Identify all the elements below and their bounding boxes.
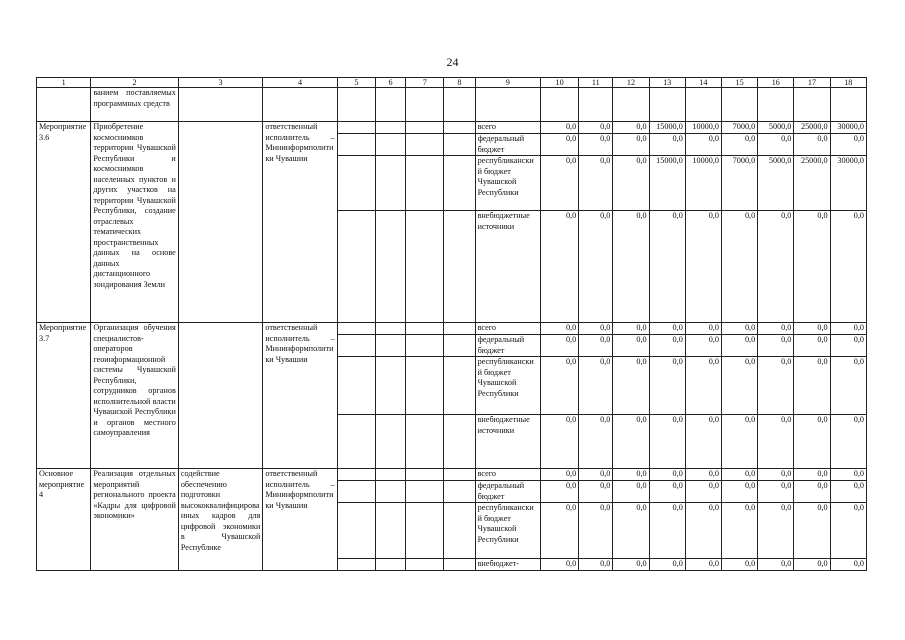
value-cell: 0,0	[758, 134, 794, 156]
value-cell: 0,0	[613, 323, 649, 335]
value-cell: 0,0	[579, 503, 613, 559]
column-header: 18	[830, 78, 866, 88]
value-cell: 0,0	[649, 559, 685, 571]
value-cell: 0,0	[685, 323, 721, 335]
value-cell: 10000,0	[685, 156, 721, 211]
value-cell: 0,0	[830, 323, 866, 335]
column-header: 3	[178, 78, 263, 88]
column-header: 11	[579, 78, 613, 88]
code-cell	[444, 134, 475, 156]
value-cell: 5000,0	[758, 156, 794, 211]
value-cell: 0,0	[579, 323, 613, 335]
value-cell: 0,0	[721, 415, 757, 469]
value-cell: 0,0	[579, 211, 613, 323]
code-cell	[406, 211, 444, 323]
code-cell	[444, 357, 475, 415]
column-header: 10	[540, 78, 578, 88]
value-cell: 0,0	[649, 323, 685, 335]
value-cell: 0,0	[613, 357, 649, 415]
value-cell: 0,0	[794, 415, 830, 469]
code-cell	[375, 335, 405, 357]
value-cell: 0,0	[649, 335, 685, 357]
code-cell	[375, 559, 405, 571]
code-cell	[444, 122, 475, 134]
value-cell: 0,0	[579, 559, 613, 571]
value-cell: 0,0	[540, 503, 578, 559]
funding-source-cell: республиканский бюджет Чувашской Республики	[475, 503, 540, 559]
funding-source-cell: всего	[475, 469, 540, 481]
code-cell	[337, 211, 375, 323]
value-cell: 0,0	[794, 323, 830, 335]
value-cell: 0,0	[613, 335, 649, 357]
column-number-row	[37, 78, 867, 88]
value-cell: 0,0	[579, 357, 613, 415]
value-cell: 0,0	[721, 134, 757, 156]
table-row	[37, 323, 867, 335]
value-cell: 0,0	[794, 211, 830, 323]
code-cell	[337, 122, 375, 134]
value-cell: 0,0	[613, 415, 649, 469]
code-cell	[406, 335, 444, 357]
code-cell	[337, 469, 375, 481]
column-header: 7	[406, 78, 444, 88]
value-cell: 0,0	[613, 211, 649, 323]
column-header: 6	[375, 78, 405, 88]
code-cell	[444, 469, 475, 481]
value-cell: 0,0	[758, 469, 794, 481]
value-cell: 0,0	[613, 469, 649, 481]
code-cell	[444, 323, 475, 335]
funding-source-cell: федеральный бюджет	[475, 134, 540, 156]
column-header: 8	[444, 78, 475, 88]
code-cell	[337, 559, 375, 571]
value-cell: 0,0	[579, 122, 613, 134]
funding-source-cell: республиканский бюджет Чувашской Республики	[475, 156, 540, 211]
value-cell: 0,0	[613, 122, 649, 134]
value-cell: 0,0	[685, 559, 721, 571]
value-cell: 0,0	[579, 156, 613, 211]
value-cell: 30000,0	[830, 156, 866, 211]
value-cell: 0,0	[649, 357, 685, 415]
funding-source-cell: федеральный бюджет	[475, 481, 540, 503]
code-cell	[406, 357, 444, 415]
value-cell: 0,0	[613, 481, 649, 503]
value-cell: 0,0	[613, 156, 649, 211]
value-cell: 0,0	[685, 335, 721, 357]
funding-source-cell: республиканский бюджет Чувашской Республики	[475, 357, 540, 415]
value-cell: 0,0	[794, 357, 830, 415]
value-cell: 0,0	[540, 211, 578, 323]
column-header: 16	[758, 78, 794, 88]
value-cell: 0,0	[830, 503, 866, 559]
value-cell: 0,0	[649, 415, 685, 469]
code-cell	[406, 469, 444, 481]
value-cell: 0,0	[721, 469, 757, 481]
value-cell: 0,0	[649, 469, 685, 481]
table-row	[37, 122, 867, 134]
value-cell: 0,0	[613, 503, 649, 559]
value-cell: 0,0	[758, 211, 794, 323]
continuation-row	[37, 88, 867, 122]
value-cell: 0,0	[579, 481, 613, 503]
value-cell: 0,0	[540, 481, 578, 503]
code-cell	[375, 134, 405, 156]
column-header: 2	[91, 78, 179, 88]
code-cell	[337, 134, 375, 156]
value-cell: 15000,0	[649, 122, 685, 134]
code-cell	[375, 156, 405, 211]
event-number-cell: Мероприятие 3.6	[37, 122, 91, 323]
event-goal-cell	[178, 122, 263, 323]
code-cell	[375, 415, 405, 469]
budget-table	[36, 77, 867, 571]
value-cell: 0,0	[721, 357, 757, 415]
code-cell	[444, 335, 475, 357]
value-cell: 7000,0	[721, 156, 757, 211]
code-cell	[406, 323, 444, 335]
code-cell	[444, 415, 475, 469]
value-cell: 0,0	[758, 481, 794, 503]
funding-source-cell: всего	[475, 323, 540, 335]
value-cell: 0,0	[830, 357, 866, 415]
value-cell: 0,0	[579, 415, 613, 469]
value-cell: 0,0	[540, 122, 578, 134]
code-cell	[337, 503, 375, 559]
continuation-text: ванием поставляемых программных средств	[91, 88, 179, 122]
value-cell: 0,0	[721, 559, 757, 571]
value-cell: 0,0	[540, 469, 578, 481]
value-cell: 0,0	[758, 335, 794, 357]
value-cell: 0,0	[758, 357, 794, 415]
event-name-cell: Организация обучения специалистов-операторов геоинформационной системы Чувашской Республики, сотрудников органов исполнительной власти Чувашской Республики и органов местного самоуправления	[91, 323, 179, 469]
value-cell: 0,0	[830, 211, 866, 323]
value-cell: 0,0	[794, 469, 830, 481]
value-cell: 30000,0	[830, 122, 866, 134]
value-cell: 0,0	[758, 503, 794, 559]
code-cell	[444, 481, 475, 503]
funding-source-cell: всего	[475, 122, 540, 134]
value-cell: 0,0	[579, 134, 613, 156]
funding-source-cell: внебюджет-	[475, 559, 540, 571]
code-cell	[375, 469, 405, 481]
code-cell	[444, 156, 475, 211]
event-goal-cell: содействие обеспечению подготовки высококвалифицированных кадров для цифровой экономики в Чувашской Республике	[178, 469, 263, 571]
value-cell: 25000,0	[794, 156, 830, 211]
code-cell	[375, 481, 405, 503]
code-cell	[444, 559, 475, 571]
value-cell: 7000,0	[721, 122, 757, 134]
code-cell	[375, 211, 405, 323]
value-cell: 0,0	[794, 481, 830, 503]
executor-cell: ответственный исполнитель – Мининформполитики Чувашии	[263, 323, 337, 469]
value-cell: 0,0	[685, 211, 721, 323]
column-header: 9	[475, 78, 540, 88]
code-cell	[337, 481, 375, 503]
column-header: 15	[721, 78, 757, 88]
value-cell: 0,0	[830, 469, 866, 481]
column-header: 1	[37, 78, 91, 88]
value-cell: 0,0	[794, 134, 830, 156]
value-cell: 0,0	[685, 469, 721, 481]
code-cell	[337, 415, 375, 469]
value-cell: 0,0	[540, 156, 578, 211]
value-cell: 0,0	[794, 335, 830, 357]
code-cell	[406, 122, 444, 134]
event-number-cell: Мероприятие 3.7	[37, 323, 91, 469]
value-cell: 0,0	[830, 134, 866, 156]
code-cell	[337, 156, 375, 211]
column-header: 4	[263, 78, 337, 88]
value-cell: 0,0	[794, 559, 830, 571]
value-cell: 0,0	[540, 134, 578, 156]
value-cell: 0,0	[613, 559, 649, 571]
code-cell	[406, 503, 444, 559]
value-cell: 0,0	[579, 335, 613, 357]
code-cell	[444, 211, 475, 323]
value-cell: 0,0	[758, 323, 794, 335]
column-header: 13	[649, 78, 685, 88]
value-cell: 0,0	[613, 134, 649, 156]
value-cell: 0,0	[685, 357, 721, 415]
value-cell: 0,0	[830, 481, 866, 503]
value-cell: 0,0	[649, 134, 685, 156]
code-cell	[406, 156, 444, 211]
value-cell: 0,0	[685, 481, 721, 503]
value-cell: 0,0	[758, 559, 794, 571]
value-cell: 0,0	[685, 134, 721, 156]
value-cell: 0,0	[830, 415, 866, 469]
code-cell	[406, 134, 444, 156]
value-cell: 0,0	[540, 357, 578, 415]
event-goal-cell	[178, 323, 263, 469]
value-cell: 10000,0	[685, 122, 721, 134]
value-cell: 0,0	[721, 503, 757, 559]
column-header: 5	[337, 78, 375, 88]
funding-source-cell: внебюджетные источники	[475, 211, 540, 323]
code-cell	[337, 323, 375, 335]
value-cell: 15000,0	[649, 156, 685, 211]
value-cell: 0,0	[540, 335, 578, 357]
funding-source-cell: внебюджетные источники	[475, 415, 540, 469]
executor-cell: ответственный исполнитель – Мининформполитики Чувашии	[263, 122, 337, 323]
value-cell: 0,0	[721, 335, 757, 357]
value-cell: 0,0	[758, 415, 794, 469]
code-cell	[406, 481, 444, 503]
page-number: 24	[446, 55, 459, 69]
event-name-cell: Реализация отдельных мероприятий регионального проекта «Кадры для цифровой экономики»	[91, 469, 179, 571]
value-cell: 0,0	[721, 211, 757, 323]
value-cell: 0,0	[649, 481, 685, 503]
code-cell	[337, 357, 375, 415]
funding-source-cell: федеральный бюджет	[475, 335, 540, 357]
value-cell: 0,0	[721, 481, 757, 503]
column-header: 14	[685, 78, 721, 88]
code-cell	[375, 503, 405, 559]
column-header: 12	[613, 78, 649, 88]
value-cell: 0,0	[540, 559, 578, 571]
value-cell: 0,0	[830, 335, 866, 357]
code-cell	[375, 357, 405, 415]
code-cell	[375, 323, 405, 335]
value-cell: 0,0	[649, 211, 685, 323]
table-row	[37, 469, 867, 481]
code-cell	[406, 415, 444, 469]
column-header: 17	[794, 78, 830, 88]
code-cell	[375, 122, 405, 134]
value-cell: 0,0	[649, 503, 685, 559]
value-cell: 0,0	[721, 323, 757, 335]
value-cell: 0,0	[685, 415, 721, 469]
executor-cell: ответственный исполнитель – Мининформполитики Чувашии	[263, 469, 337, 571]
value-cell: 0,0	[830, 559, 866, 571]
value-cell: 25000,0	[794, 122, 830, 134]
code-cell	[337, 335, 375, 357]
value-cell: 0,0	[540, 415, 578, 469]
code-cell	[406, 559, 444, 571]
value-cell: 5000,0	[758, 122, 794, 134]
value-cell: 0,0	[794, 503, 830, 559]
value-cell: 0,0	[540, 323, 578, 335]
value-cell: 0,0	[579, 469, 613, 481]
event-name-cell: Приобретение космоснимков территории Чувашской Республики и космоснимков населенных пунктов и других участков на территории Чувашской Республики, создание отраслевых тематических пространственных данных на основе данных дистанционного зондирования Земли	[91, 122, 179, 323]
value-cell: 0,0	[685, 503, 721, 559]
event-number-cell: Основное мероприятие 4	[37, 469, 91, 571]
code-cell	[444, 503, 475, 559]
